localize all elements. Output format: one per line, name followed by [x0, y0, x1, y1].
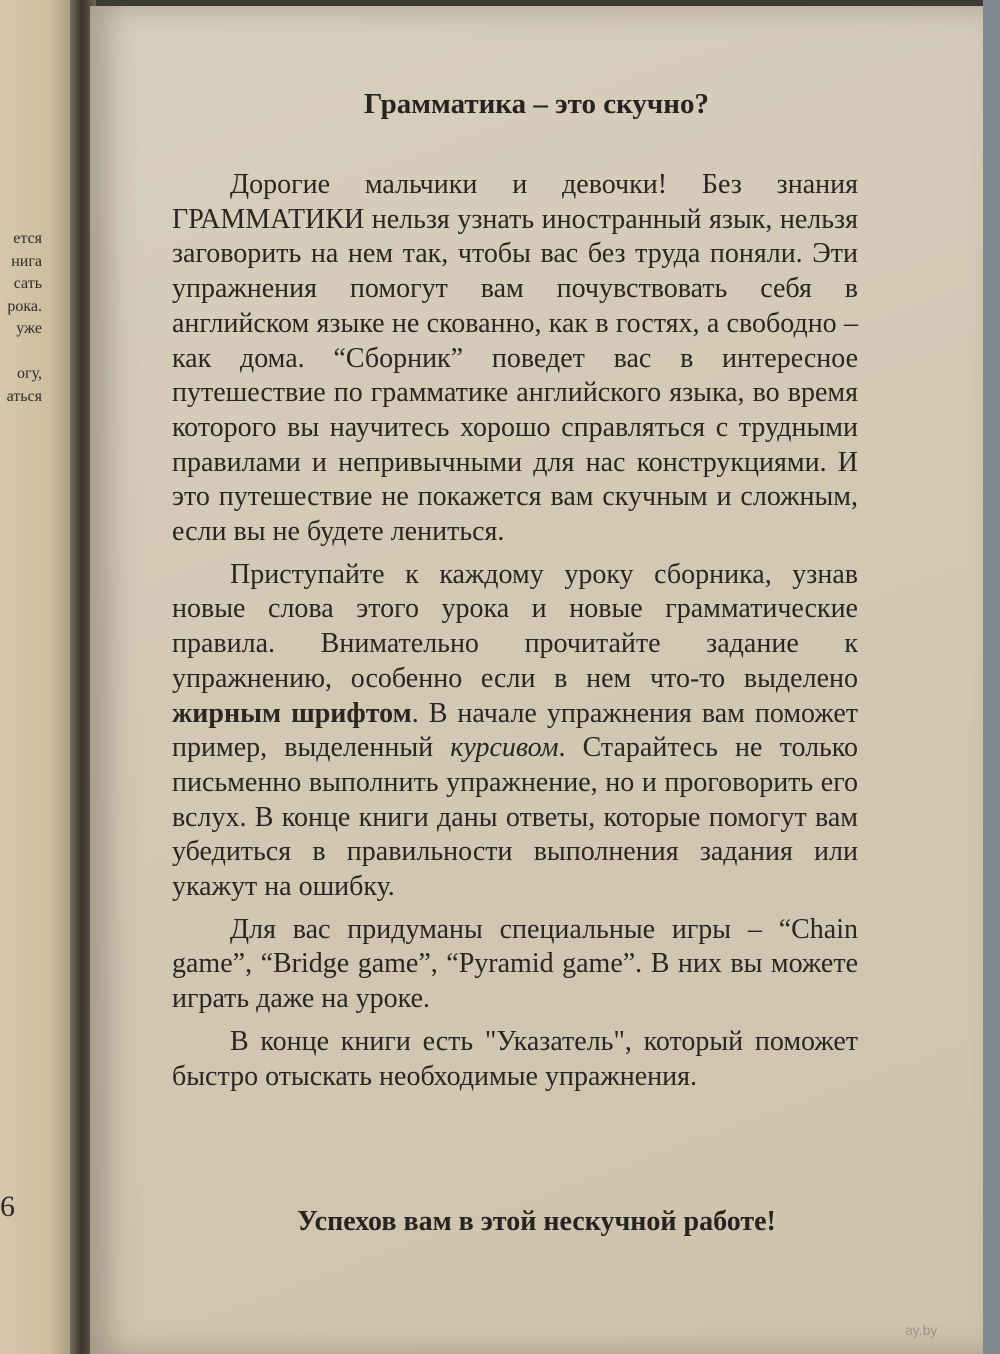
- paragraph-games: Для вас придуманы специальные игры – “Chain game”, “Bridge game”, “Pyramid game”. В них вы можете играть даже на уроке.: [172, 913, 858, 1015]
- body-text: [172, 168, 858, 1102]
- paragraph-instructions-part: . В начале упражнения вам поможет пример, выделенный: [172, 697, 858, 764]
- left-fragment-line: огу,: [17, 365, 42, 382]
- paragraph-intro: Дорогие мальчики и девочки! Без знания ГРАММАТИКИ нельзя узнать иностранный язык, нельзя заговорить на нем так, чтобы вас без труда поняли. Эти упражнения помогут вам почувствовать себя в английском языке не скованно, как в гостях, а свободно – как дома. “Сборник” поведет вас в интересное путешествие по грамматике английского языка, во время которого вы научитесь хорошо справляться с трудными правилами и непривычными для нас конструкциями. И это путешествие не покажется вам скучным и сложным, если вы не будете лениться.: [172, 169, 858, 548]
- left-fragment-line: уже: [16, 320, 42, 337]
- italic-phrase: курсивом: [450, 732, 559, 764]
- paragraph-instructions: [172, 558, 858, 905]
- paragraph-index: В конце книги есть "Указатель", который поможет быстро отыскать необходимые упражнения.: [172, 1025, 858, 1092]
- left-fragment-line: рока.: [7, 297, 42, 315]
- paragraph-instructions-part: . Старайтесь не только письменно выполнить упражнение, но и проговорить его вслух. В конце книги даны ответы, которые помогут вам убедиться в правильности выполнения задания или укажут на ошибку.: [172, 732, 858, 903]
- backdrop: [983, 0, 1000, 1354]
- left-fragment-line: ется: [13, 230, 42, 247]
- left-fragment-line: сать: [13, 275, 42, 292]
- left-fragment-line: [0, 341, 42, 364]
- left-page-number: 6: [0, 1190, 15, 1223]
- watermark: ay.by: [905, 1322, 938, 1338]
- left-page-text-fragments: [0, 228, 42, 408]
- bold-phrase: жирным шрифтом: [172, 697, 412, 729]
- page-title: Грамматика – это скучно?: [364, 88, 709, 120]
- closing-line: Успехов вам в этой нескучной работе!: [297, 1206, 776, 1237]
- paragraph-instructions-part: Приступайте к каждому уроку сборника, узнав новые слова этого урока и новые грамматические правила. Внимательно прочитайте задание к упражнению, особенно если в нем что-то выделено: [172, 558, 858, 694]
- left-fragment-line: нига: [11, 252, 42, 270]
- left-fragment-line: аться: [6, 387, 42, 405]
